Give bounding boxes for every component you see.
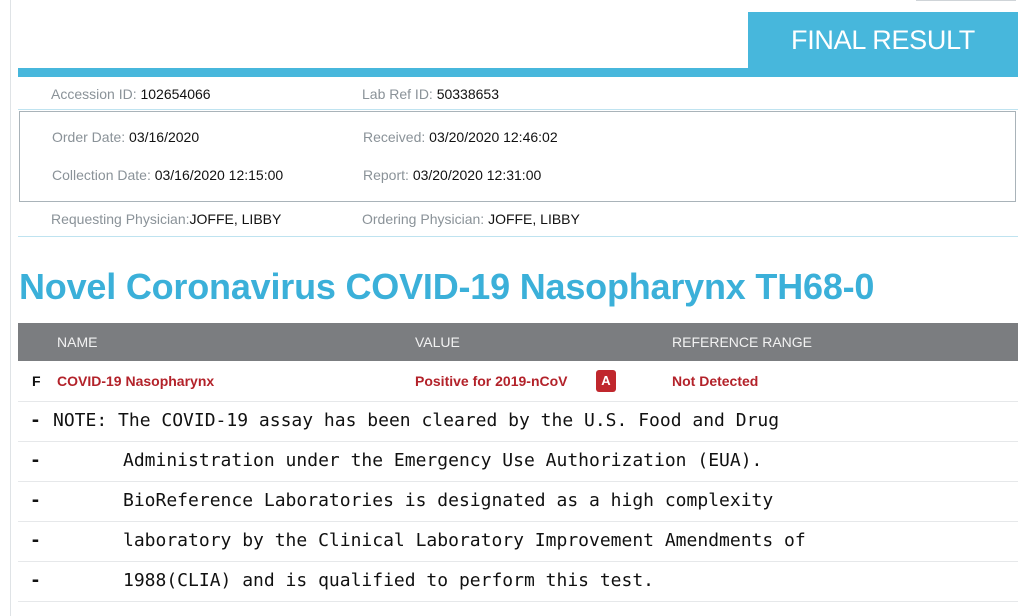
divider [18, 236, 1018, 237]
accession-id-label: Accession ID: [51, 86, 141, 102]
note-row [18, 481, 1018, 522]
order-date-value: 03/16/2020 [129, 129, 200, 145]
received-field [363, 129, 558, 145]
note-row [18, 401, 1018, 442]
result-flag: F [32, 373, 41, 389]
accession-id-value: 102654066 [140, 86, 211, 102]
collection-date-field [52, 167, 283, 183]
column-header-reference-range: REFERENCE RANGE [672, 334, 813, 350]
note-row [18, 561, 1018, 602]
requesting-physician-field [51, 211, 281, 227]
abnormal-badge: A [596, 370, 616, 392]
result-name: COVID-19 Nasopharynx [57, 373, 215, 389]
accession-id-field [51, 86, 211, 102]
note-dash: - [30, 490, 41, 511]
report-label: Report: [363, 167, 413, 183]
collection-date-value: 03/16/2020 12:15:00 [154, 167, 284, 183]
received-label: Received: [363, 129, 430, 145]
report-field [363, 167, 541, 183]
divider [18, 109, 1018, 110]
note-text: BioReference Laboratories is designated as a high complexity [123, 490, 774, 511]
lab-ref-id-value: 50338653 [436, 86, 499, 102]
lab-ref-id-label: Lab Ref ID: [362, 86, 437, 102]
note-row [18, 441, 1018, 482]
received-value: 03/20/2020 12:46:02 [429, 129, 558, 145]
result-reference-range: Not Detected [672, 373, 759, 389]
requesting-physician-value: JOFFE, LIBBY [189, 211, 282, 227]
note-text: NOTE: The COVID-19 assay has been cleared by the U.S. Food and Drug [53, 410, 780, 431]
requesting-physician-label: Requesting Physician: [51, 211, 190, 227]
note-dash: - [30, 530, 41, 551]
ordering-physician-label: Ordering Physician: [362, 211, 489, 227]
header-accent-bar [18, 68, 1018, 77]
column-header-name: NAME [57, 334, 98, 350]
result-value: Positive for 2019-nCoV [415, 373, 568, 389]
note-dash: - [30, 410, 41, 431]
column-header-value: VALUE [415, 334, 460, 350]
note-text: laboratory by the Clinical Laboratory Improvement Amendments of [123, 530, 806, 551]
lab-ref-id-field [362, 86, 499, 102]
note-dash: - [30, 450, 41, 471]
order-date-label: Order Date: [52, 129, 130, 145]
top-edge-line [916, 0, 1016, 1]
report-value: 03/20/2020 12:31:00 [412, 167, 542, 183]
note-text: 1988(CLIA) and is qualified to perform this test. [123, 570, 655, 591]
result-row [18, 361, 1018, 402]
note-text: Administration under the Emergency Use Authorization (EUA). [123, 450, 763, 471]
test-title: Novel Coronavirus COVID-19 Nasopharynx TH68-0 [19, 266, 875, 307]
order-date-field [52, 129, 199, 145]
dates-box [19, 111, 1016, 202]
collection-date-label: Collection Date: [52, 167, 155, 183]
results-table-header [18, 323, 1018, 361]
final-result-tab [748, 12, 1018, 68]
page-left-border [10, 0, 11, 616]
final-result-label: FINAL RESULT [791, 24, 975, 55]
note-row [18, 521, 1018, 562]
ordering-physician-value: JOFFE, LIBBY [488, 211, 580, 227]
note-dash: - [30, 570, 41, 591]
ordering-physician-field [362, 211, 580, 227]
